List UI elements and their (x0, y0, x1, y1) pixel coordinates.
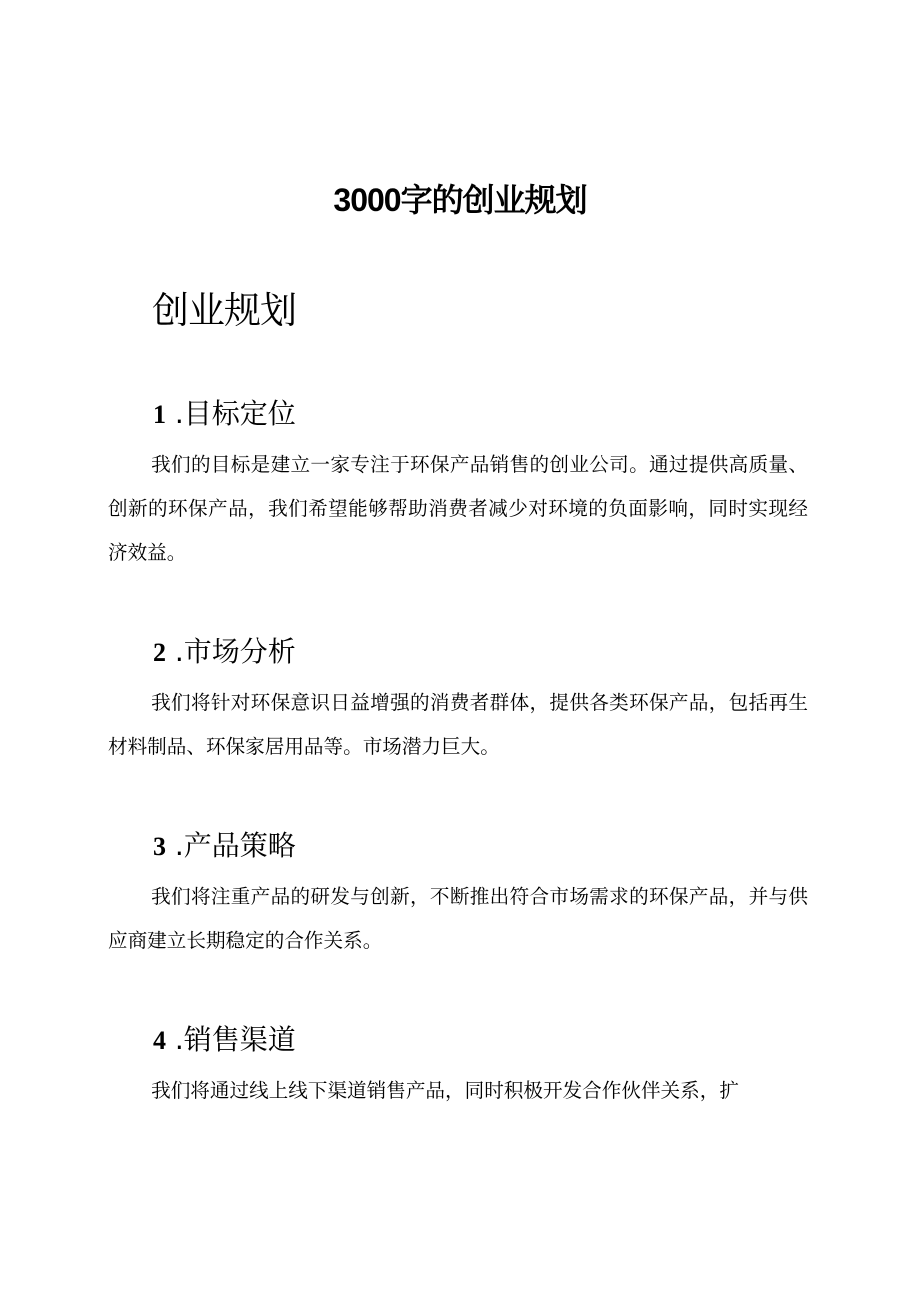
section-label: .销售渠道 (174, 1023, 296, 1056)
section-number: 1 (153, 400, 166, 429)
section-paragraph: 我们将注重产品的研发与创新，不断推出符合市场需求的环保产品，并与供应商建立长期稳定的合作关系。 (108, 885, 808, 952)
section-title (153, 1020, 808, 1061)
section-title (153, 632, 808, 673)
section-heading: 创业规划 (152, 289, 296, 332)
section-label: .目标定位 (174, 397, 296, 430)
section-goal (108, 394, 808, 575)
section-label: .市场分析 (174, 635, 296, 668)
section-number: 3 (153, 832, 166, 861)
section-market (108, 632, 808, 769)
section-paragraph: 我们的目标是建立一家专注于环保产品销售的创业公司。通过提供高质量、创新的环保产品，我们希望能够帮助消费者减少对环境的负面影响，同时实现经济效益。 (108, 453, 808, 564)
section-number: 4 (153, 1026, 166, 1055)
section-title (153, 394, 808, 435)
section-label: .产品策略 (174, 829, 296, 862)
section-paragraph: 我们将针对环保意识日益增强的消费者群体，提供各类环保产品，包括再生材料制品、环保家居用品等。市场潜力巨大。 (108, 691, 808, 758)
section-product (108, 826, 808, 963)
section-paragraph: 我们将通过线上线下渠道销售产品，同时积极开发合作伙伴关系，扩 (151, 1079, 739, 1102)
document-title: 3000字的创业规划 (333, 182, 587, 218)
section-number: 2 (153, 638, 166, 667)
section-sales (108, 1020, 808, 1113)
section-title (153, 826, 808, 867)
